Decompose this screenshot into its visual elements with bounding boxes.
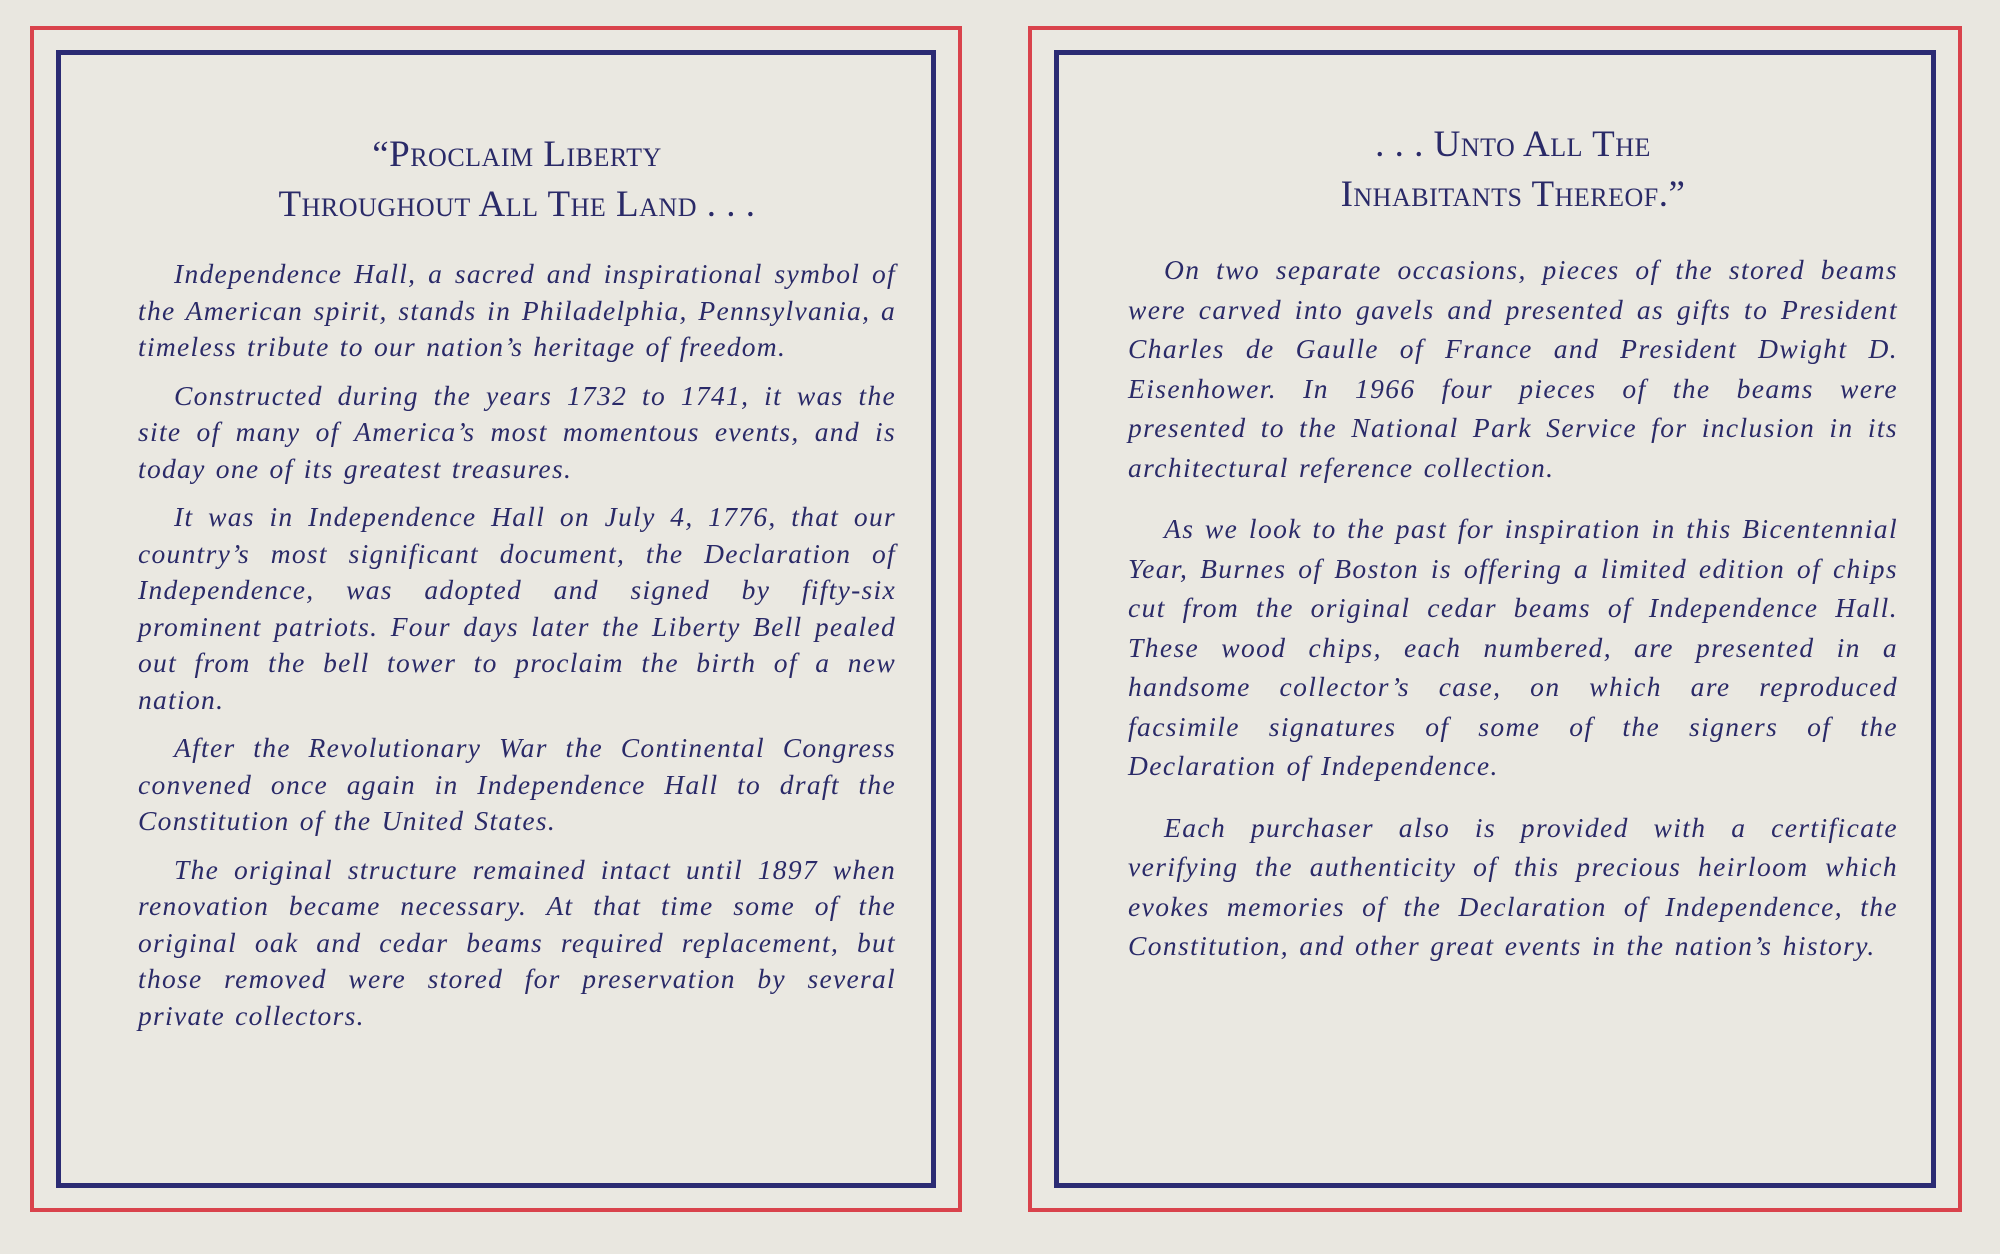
left-heading-line-2: Throughout All The Land . . . xyxy=(278,184,756,225)
right-heading-line-2: Inhabitants Thereof.” xyxy=(1340,174,1686,215)
left-page-heading xyxy=(138,130,896,230)
right-paragraph-2: As we look to the past for inspiration in this Bicentennial Year, Burnes of Boston is offering a limited edition of chips cut from the original cedar beams of Independence Hall. These wood chips, each numbered, are presented in a handsome collector’s case, on which are reproduced facsimile signatures of some of the signers of the Declaration of Independence. xyxy=(1128,513,1898,781)
left-paragraph-4: After the Revolutionary War the Continental Congress convened once again in Independence Hall to draft the Constitution of the United States. xyxy=(138,732,896,836)
right-paragraph-1: On two separate occasions, pieces of the stored beams were carved into gavels and presented as gifts to President Charles de Gaulle of France and President Dwight D. Eisenhower. In 1966 four pieces of the beams were presented to the National Park Service for inclusion in its architectural reference collection. xyxy=(1128,254,1898,483)
left-paragraph-2: Constructed during the years 1732 to 1741, it was the site of many of America’s most momentous events, and is today one of its greatest treasures. xyxy=(138,379,896,484)
left-paragraph-3: It was in Independence Hall on July 4, 1776, that our country’s most significant document, the Declaration of Independence, was adopted and signed by fifty-six prominent patriots. Four days later the Liberty Bell pealed out from the bell tower to proclaim the birth of a new nation. xyxy=(138,501,896,715)
left-page-content xyxy=(138,130,896,1046)
right-page-content xyxy=(1128,120,1898,988)
right-heading-line-1: . . . Unto All The xyxy=(1375,124,1651,165)
left-paragraph-5: The original structure remained intact until 1897 when renovation became necessary. At that time some of the original oak and cedar beams required replacement, but those removed were stored for preservation by several private collectors. xyxy=(138,853,896,1031)
left-heading-line-1: “Proclaim Liberty xyxy=(372,134,662,175)
left-page xyxy=(30,26,962,1212)
right-page-heading xyxy=(1128,120,1898,220)
right-paragraph-3: Each purchaser also is provided with a certificate verifying the authenticity of this precious heirloom which evokes memories of the Declaration of Independence, the Constitution, and other great events in the nation’s history. xyxy=(1128,811,1898,961)
right-page xyxy=(1028,26,1962,1212)
left-paragraph-1: Independence Hall, a sacred and inspirational symbol of the American spirit, stands in Philadelphia, Pennsylvania, a timeless tribute to our nation’s heritage of freedom. xyxy=(138,258,896,362)
